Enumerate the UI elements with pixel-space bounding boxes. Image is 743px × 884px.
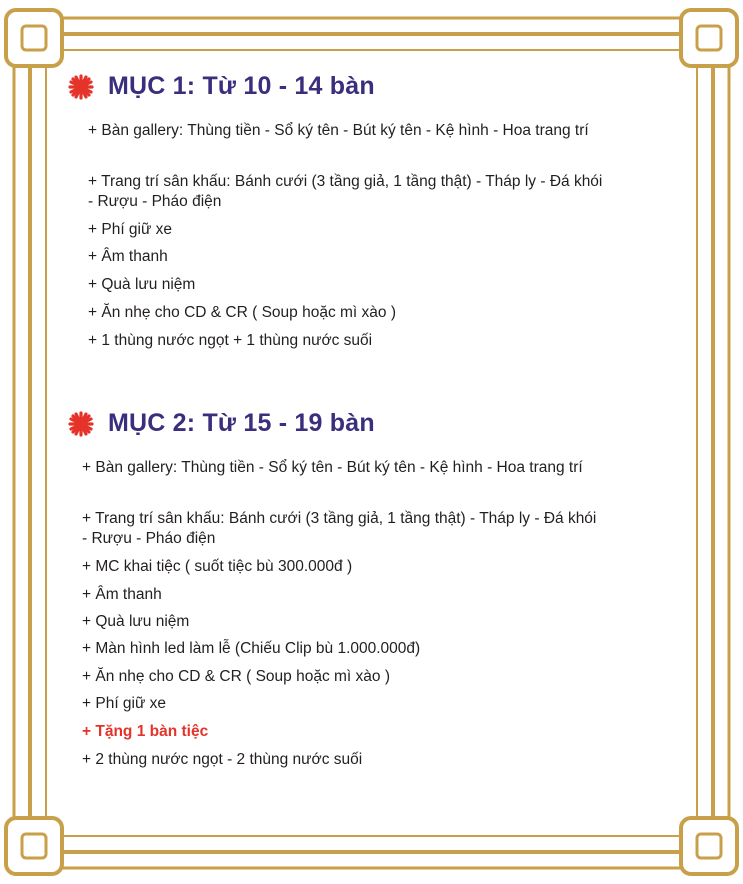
star-burst-icon [68, 411, 94, 437]
list-item: + MC khai tiệc ( suốt tiệc bù 300.000đ ) [82, 558, 353, 575]
list-item: + Bàn gallery: Thùng tiền - Sổ ký tên - Bút ký tên - Kệ hình - Hoa trang trí [88, 122, 589, 139]
section-1-title: MỤC 1: Từ 10 - 14 bàn [108, 72, 375, 100]
list-item: + 1 thùng nước ngọt + 1 thùng nước suối [88, 332, 373, 349]
list-item: + 2 thùng nước ngọt - 2 thùng nước suối [82, 751, 363, 768]
section-2-title: MỤC 2: Từ 15 - 19 bàn [108, 409, 375, 437]
list-item: + Bàn gallery: Thùng tiền - Sổ ký tên - Bút ký tên - Kệ hình - Hoa trang trí [82, 459, 583, 476]
list-item: + Ăn nhẹ cho CD & CR ( Soup hoặc mì xào ) [88, 304, 396, 321]
list-item: + Âm thanh [82, 586, 162, 603]
list-item: + Trang trí sân khấu: Bánh cưới (3 tầng giả, 1 tầng thật) - Tháp ly - Đá khói - Rượu - Pháo điện [82, 510, 597, 547]
section-2-title-row [68, 409, 375, 438]
list-item: + Ăn nhẹ cho CD & CR ( Soup hoặc mì xào ) [82, 668, 390, 685]
star-burst-icon [68, 74, 94, 100]
list-item: + Quà lưu niệm [88, 276, 196, 293]
list-item: + Màn hình led làm lễ (Chiếu Clip bù 1.000.000đ) [82, 640, 421, 657]
list-item: + Quà lưu niệm [82, 613, 190, 630]
list-item: + Trang trí sân khấu: Bánh cưới (3 tầng giả, 1 tầng thật) - Tháp ly - Đá khói - Rượu - Pháo điện [88, 173, 603, 210]
list-item: + Phí giữ xe [82, 695, 167, 712]
list-item: + Phí giữ xe [88, 221, 173, 238]
list-item: + Âm thanh [88, 248, 168, 265]
list-item-highlight: + Tặng 1 bàn tiệc [82, 723, 209, 740]
section-1-title-row [68, 72, 375, 101]
